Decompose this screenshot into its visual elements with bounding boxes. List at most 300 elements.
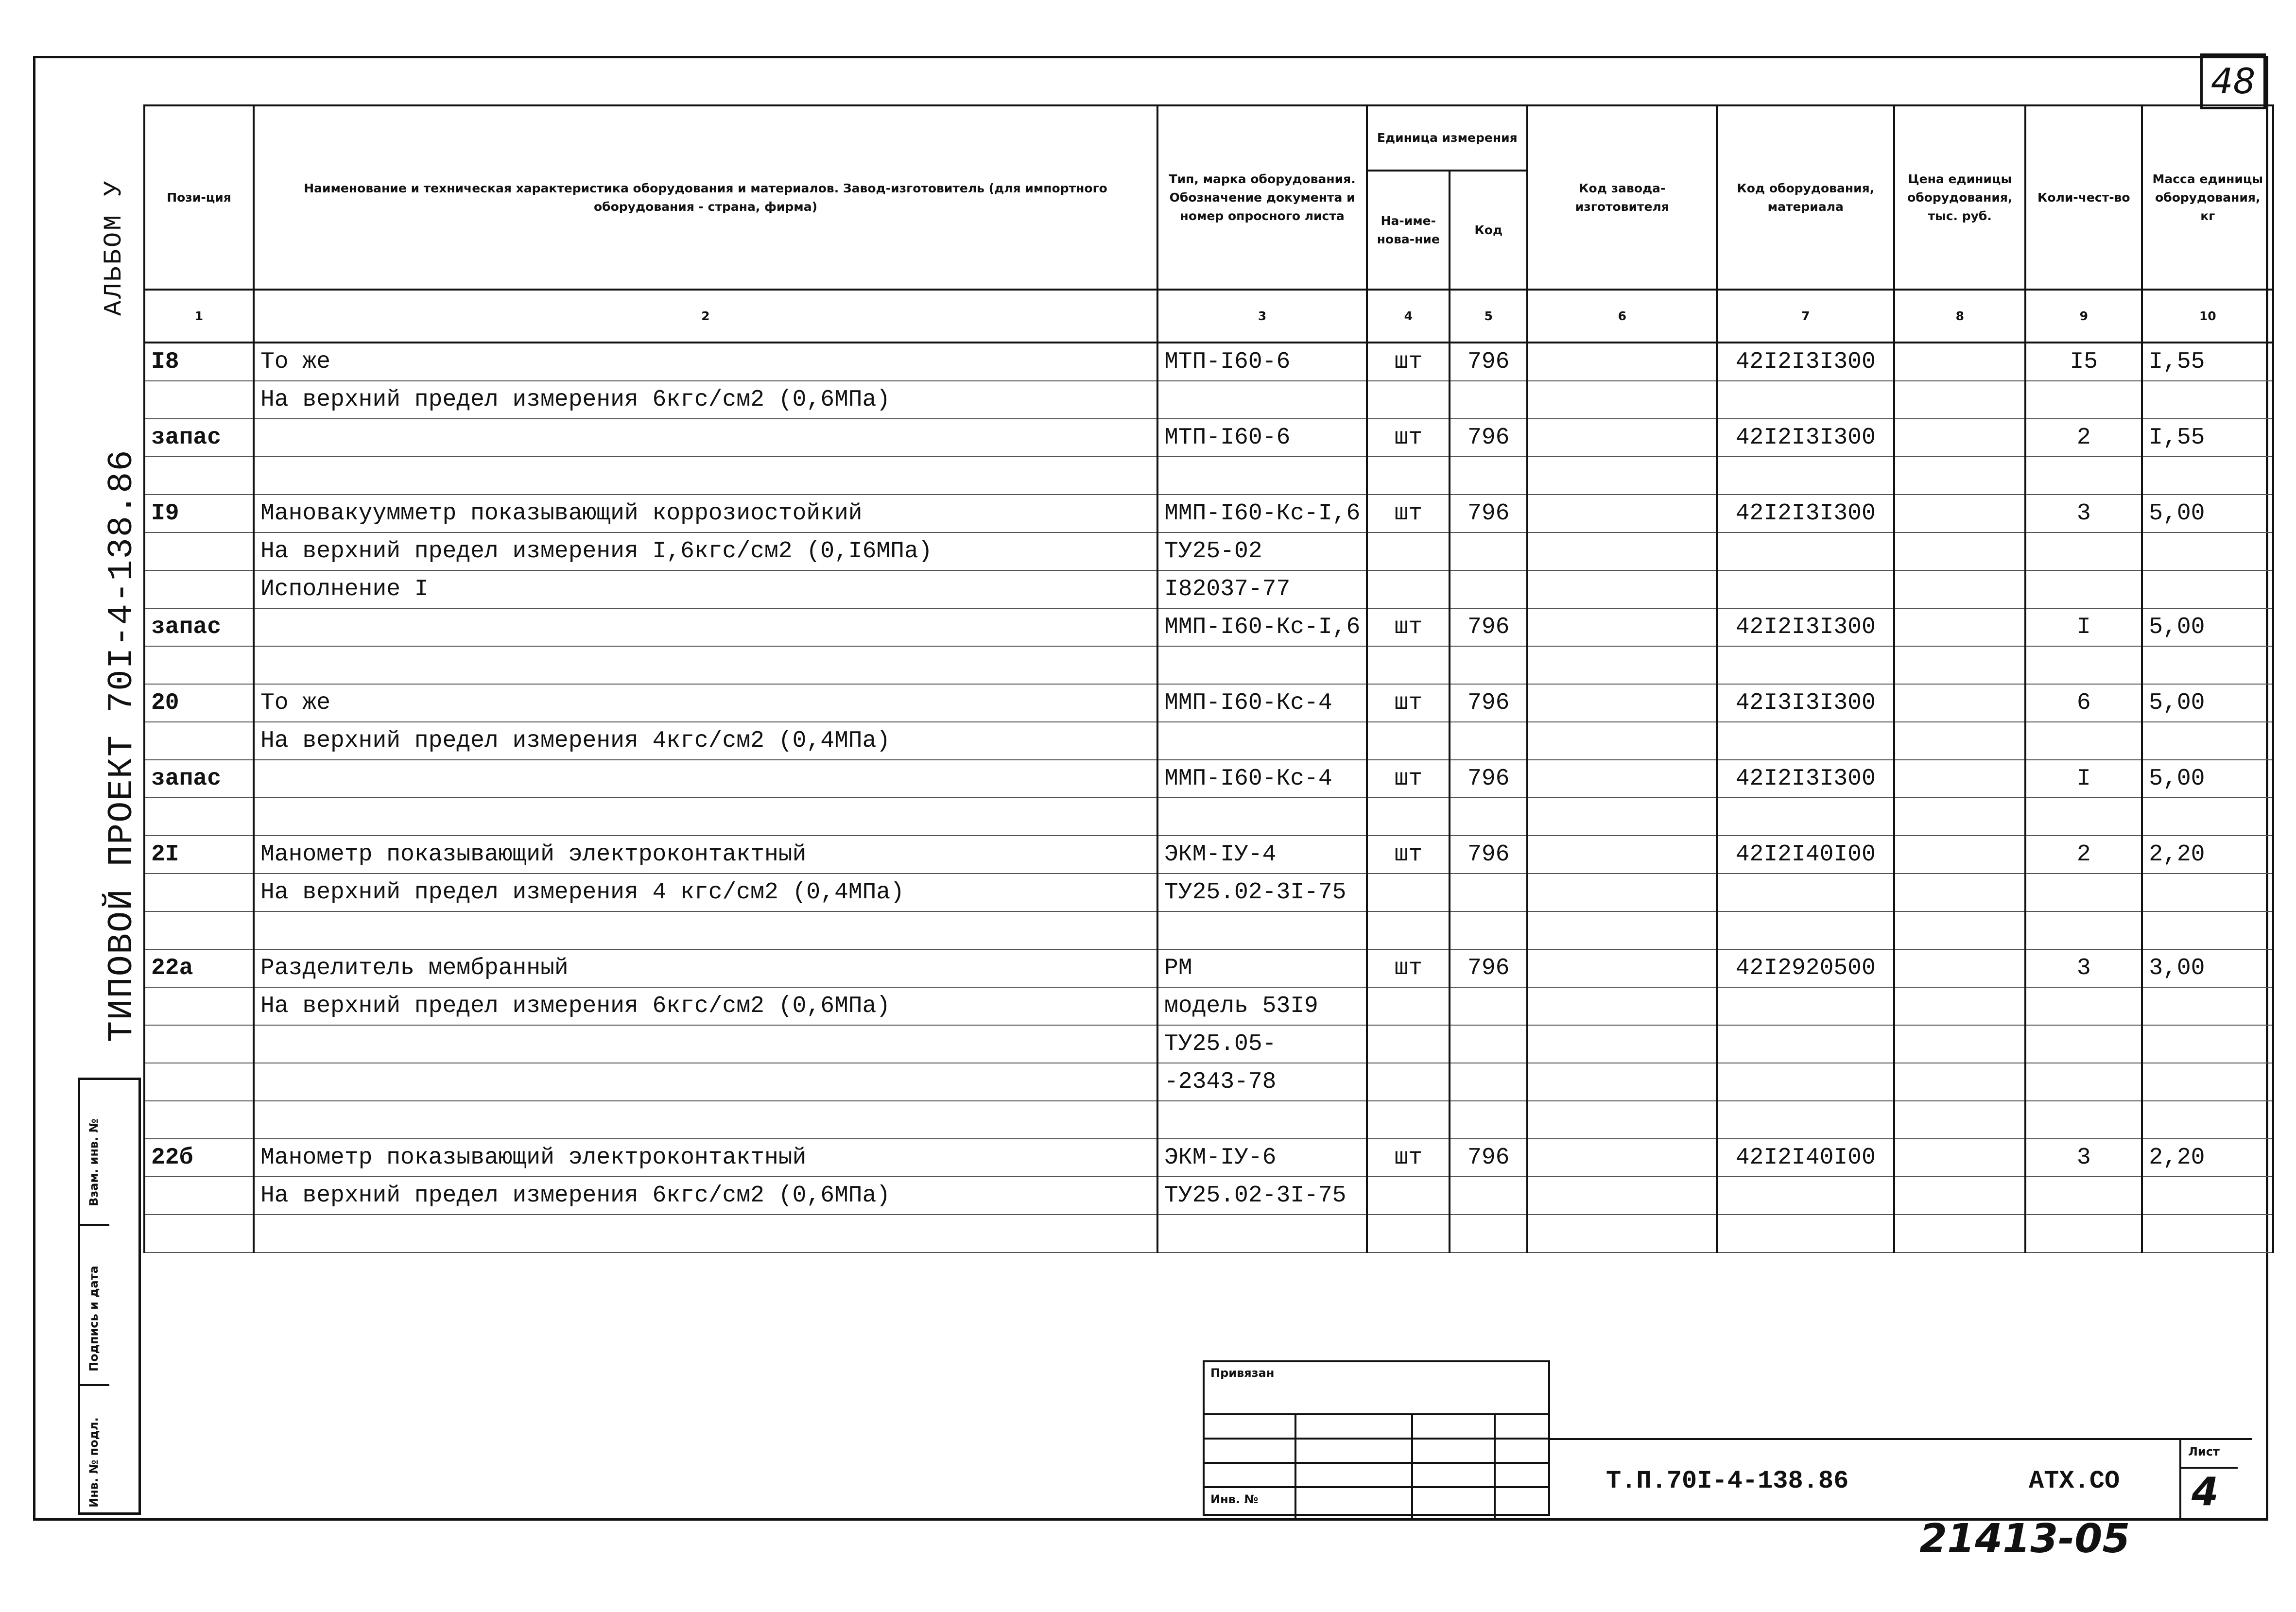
cell-type — [1157, 1101, 1367, 1139]
cell-name — [254, 419, 1157, 457]
cell-quantity — [2025, 1063, 2142, 1101]
cell-type: ТУ25-02 — [1157, 532, 1367, 570]
cell-unit-code — [1450, 722, 1527, 760]
cell-unit-code — [1450, 532, 1527, 570]
cell-unit-code: 796 — [1450, 1139, 1527, 1177]
cell-quantity: 3 — [2025, 1139, 2142, 1177]
cell-equipment-code: 42I2I40I00 — [1717, 1139, 1894, 1177]
cell-mass — [2142, 1063, 2273, 1101]
cell-position — [144, 381, 254, 419]
cell-unit-code: 796 — [1450, 836, 1527, 874]
cell-equipment-code — [1717, 911, 1894, 949]
cell-unit — [1367, 1177, 1450, 1215]
table-row — [144, 1063, 2273, 1101]
album-label: АЛЬБОМ У — [100, 179, 128, 316]
cell-unit: шт — [1367, 343, 1450, 381]
cell-price — [1894, 1025, 2025, 1063]
header-equipment-code: Код оборудования, материала — [1717, 105, 1894, 290]
cell-unit-code — [1450, 1025, 1527, 1063]
cell-equipment-code: 42I2I3I300 — [1717, 760, 1894, 798]
cell-position — [144, 1101, 254, 1139]
cell-unit — [1367, 646, 1450, 684]
cell-equipment-code: 42I2I3I300 — [1717, 419, 1894, 457]
cell-price — [1894, 798, 2025, 836]
cell-price — [1894, 608, 2025, 646]
table-row — [144, 495, 2273, 532]
cell-unit — [1367, 381, 1450, 419]
col-number: 10 — [2142, 290, 2273, 343]
cell-unit — [1367, 532, 1450, 570]
cell-position — [144, 911, 254, 949]
cell-quantity — [2025, 722, 2142, 760]
table-row — [144, 987, 2273, 1025]
table-row — [144, 949, 2273, 987]
cell-position: 2I — [144, 836, 254, 874]
cell-position: 22б — [144, 1139, 254, 1177]
cell-factory-code — [1527, 684, 1717, 722]
cell-price — [1894, 1215, 2025, 1252]
cell-factory-code — [1527, 760, 1717, 798]
cell-price — [1894, 343, 2025, 381]
cell-type — [1157, 722, 1367, 760]
cell-price — [1894, 381, 2025, 419]
cell-unit-code — [1450, 1215, 1527, 1252]
cell-unit — [1367, 457, 1450, 495]
cell-type: -2343-78 — [1157, 1063, 1367, 1101]
cell-factory-code — [1527, 836, 1717, 874]
cell-unit: шт — [1367, 836, 1450, 874]
cell-position — [144, 1025, 254, 1063]
cell-price — [1894, 1177, 2025, 1215]
cell-type: I82037-77 — [1157, 570, 1367, 608]
signature-date-label: Подпись и дата — [87, 1266, 101, 1372]
binding-stamp — [1203, 1360, 1550, 1516]
cell-unit — [1367, 1063, 1450, 1101]
cell-quantity — [2025, 1215, 2142, 1252]
cell-mass: 3,00 — [2142, 949, 2273, 987]
cell-quantity — [2025, 798, 2142, 836]
cell-quantity — [2025, 1025, 2142, 1063]
cell-mass: 2,20 — [2142, 1139, 2273, 1177]
cell-equipment-code — [1717, 646, 1894, 684]
cell-factory-code — [1527, 1139, 1717, 1177]
cell-mass — [2142, 532, 2273, 570]
cell-name: То же — [254, 684, 1157, 722]
cell-equipment-code: 42I2I3I300 — [1717, 608, 1894, 646]
cell-equipment-code — [1717, 1215, 1894, 1252]
cell-name: На верхний предел измерения 6кгс/см2 (0,6МПа) — [254, 381, 1157, 419]
header-unit-name: На-име-нова-ние — [1367, 171, 1450, 290]
cell-factory-code — [1527, 532, 1717, 570]
table-row — [144, 1139, 2273, 1177]
cell-unit-code — [1450, 646, 1527, 684]
cell-equipment-code — [1717, 1025, 1894, 1063]
cell-equipment-code — [1717, 532, 1894, 570]
col-number: 7 — [1717, 290, 1894, 343]
cell-price — [1894, 722, 2025, 760]
cell-equipment-code — [1717, 457, 1894, 495]
cell-type: ТУ25.05- — [1157, 1025, 1367, 1063]
side-stamp-column — [78, 1078, 141, 1515]
cell-unit: шт — [1367, 760, 1450, 798]
cell-quantity: I5 — [2025, 343, 2142, 381]
cell-mass — [2142, 987, 2273, 1025]
table-row — [144, 874, 2273, 911]
cell-quantity: 3 — [2025, 495, 2142, 532]
cell-unit-code: 796 — [1450, 419, 1527, 457]
table-row — [144, 1101, 2273, 1139]
table-row — [144, 760, 2273, 798]
cell-price — [1894, 836, 2025, 874]
cell-unit — [1367, 1101, 1450, 1139]
cell-price — [1894, 532, 2025, 570]
cell-price — [1894, 646, 2025, 684]
cell-factory-code — [1527, 419, 1717, 457]
cell-mass — [2142, 457, 2273, 495]
cell-unit-code — [1450, 381, 1527, 419]
cell-unit: шт — [1367, 608, 1450, 646]
cell-quantity — [2025, 646, 2142, 684]
cell-quantity: I — [2025, 608, 2142, 646]
cell-unit-code — [1450, 911, 1527, 949]
cell-name: Исполнение I — [254, 570, 1157, 608]
cell-mass — [2142, 381, 2273, 419]
specification-table — [143, 104, 2274, 1253]
cell-unit: шт — [1367, 949, 1450, 987]
cell-mass — [2142, 798, 2273, 836]
cell-quantity — [2025, 570, 2142, 608]
header-factory-code: Код завода-изготовителя — [1527, 105, 1717, 290]
cell-factory-code — [1527, 722, 1717, 760]
cell-unit — [1367, 874, 1450, 911]
col-number: 2 — [254, 290, 1157, 343]
cell-mass — [2142, 1101, 2273, 1139]
sheet-number: 4 — [2192, 1469, 2219, 1514]
inv-vzam-label: Взам. инв. № — [87, 1118, 101, 1206]
cell-type: ММП-I60-Кс-I,6 — [1157, 608, 1367, 646]
cell-price — [1894, 760, 2025, 798]
cell-mass: I,55 — [2142, 343, 2273, 381]
cell-equipment-code — [1717, 381, 1894, 419]
document-code: Т.П.70I-4-138.86 — [1606, 1467, 1849, 1495]
cell-type: ММП-I60-Кс-I,6 — [1157, 495, 1367, 532]
cell-mass — [2142, 874, 2273, 911]
cell-factory-code — [1527, 1063, 1717, 1101]
cell-type — [1157, 646, 1367, 684]
cell-equipment-code: 42I2I3I300 — [1717, 343, 1894, 381]
cell-unit-code: 796 — [1450, 949, 1527, 987]
cell-unit — [1367, 1215, 1450, 1252]
cell-price — [1894, 949, 2025, 987]
cell-position: запас — [144, 419, 254, 457]
cell-equipment-code: 42I2920500 — [1717, 949, 1894, 987]
cell-unit — [1367, 722, 1450, 760]
cell-quantity: 2 — [2025, 419, 2142, 457]
cell-position — [144, 798, 254, 836]
cell-mass: 5,00 — [2142, 684, 2273, 722]
cell-equipment-code: 42I2I40I00 — [1717, 836, 1894, 874]
cell-price — [1894, 1139, 2025, 1177]
cell-quantity — [2025, 911, 2142, 949]
cell-type: МТП-I60-6 — [1157, 419, 1367, 457]
cell-position: 20 — [144, 684, 254, 722]
table-row — [144, 457, 2273, 495]
table-row — [144, 911, 2273, 949]
cell-name — [254, 608, 1157, 646]
cell-unit-code: 796 — [1450, 495, 1527, 532]
cell-mass — [2142, 570, 2273, 608]
cell-factory-code — [1527, 1177, 1717, 1215]
cell-factory-code — [1527, 570, 1717, 608]
cell-position — [144, 1215, 254, 1252]
cell-price — [1894, 1101, 2025, 1139]
col-number: 4 — [1367, 290, 1450, 343]
section-code: АТХ.СО — [2029, 1467, 2120, 1495]
title-block — [1548, 1438, 2252, 1518]
table-row — [144, 646, 2273, 684]
cell-position — [144, 874, 254, 911]
cell-unit — [1367, 911, 1450, 949]
sheet-label: Лист — [2188, 1445, 2220, 1458]
cell-factory-code — [1527, 1215, 1717, 1252]
cell-name — [254, 798, 1157, 836]
cell-price — [1894, 457, 2025, 495]
cell-position: запас — [144, 608, 254, 646]
header-unit-group: Единица измерения — [1367, 105, 1527, 171]
cell-unit-code — [1450, 570, 1527, 608]
cell-name: На верхний предел измерения 4 кгс/см2 (0,4МПа) — [254, 874, 1157, 911]
cell-type: ТУ25.02-3I-75 — [1157, 874, 1367, 911]
cell-name — [254, 1215, 1157, 1252]
cell-unit-code: 796 — [1450, 684, 1527, 722]
cell-factory-code — [1527, 381, 1717, 419]
cell-factory-code — [1527, 608, 1717, 646]
cell-type — [1157, 381, 1367, 419]
cell-factory-code — [1527, 457, 1717, 495]
cell-unit — [1367, 987, 1450, 1025]
table-row — [144, 419, 2273, 457]
cell-type: ММП-I60-Кс-4 — [1157, 760, 1367, 798]
header-type: Тип, марка оборудования. Обозначение документа и номер опросного листа — [1157, 105, 1367, 290]
cell-mass: 5,00 — [2142, 608, 2273, 646]
table-row — [144, 684, 2273, 722]
cell-position: 22а — [144, 949, 254, 987]
cell-equipment-code — [1717, 874, 1894, 911]
cell-equipment-code — [1717, 1063, 1894, 1101]
cell-mass: 5,00 — [2142, 495, 2273, 532]
cell-unit-code — [1450, 1063, 1527, 1101]
cell-factory-code — [1527, 911, 1717, 949]
cell-quantity — [2025, 457, 2142, 495]
cell-type: РМ — [1157, 949, 1367, 987]
cell-unit: шт — [1367, 419, 1450, 457]
cell-position — [144, 646, 254, 684]
cell-equipment-code: 42I3I3I300 — [1717, 684, 1894, 722]
cell-name: Манометр показывающий электроконтактный — [254, 1139, 1157, 1177]
cell-factory-code — [1527, 343, 1717, 381]
header-position: Пози-ция — [144, 105, 254, 290]
header-quantity: Коли-чест-во — [2025, 105, 2142, 290]
table-row — [144, 836, 2273, 874]
col-number: 6 — [1527, 290, 1717, 343]
cell-unit-code — [1450, 798, 1527, 836]
cell-mass — [2142, 1215, 2273, 1252]
cell-price — [1894, 495, 2025, 532]
col-number: 9 — [2025, 290, 2142, 343]
cell-equipment-code — [1717, 722, 1894, 760]
cell-mass: 5,00 — [2142, 760, 2273, 798]
cell-type: МТП-I60-6 — [1157, 343, 1367, 381]
cell-equipment-code — [1717, 987, 1894, 1025]
cell-unit-code — [1450, 1101, 1527, 1139]
cell-factory-code — [1527, 987, 1717, 1025]
cell-unit — [1367, 1025, 1450, 1063]
privyazan-label: Привязан — [1210, 1366, 1275, 1380]
cell-unit: шт — [1367, 495, 1450, 532]
inv-no-label: Инв. № — [1210, 1492, 1259, 1506]
cell-type: модель 53I9 — [1157, 987, 1367, 1025]
table-row — [144, 343, 2273, 381]
table-row — [144, 570, 2273, 608]
cell-name: То же — [254, 343, 1157, 381]
cell-type — [1157, 911, 1367, 949]
cell-quantity — [2025, 987, 2142, 1025]
cell-position — [144, 570, 254, 608]
col-number: 5 — [1450, 290, 1527, 343]
cell-unit-code — [1450, 1177, 1527, 1215]
cell-unit-code — [1450, 987, 1527, 1025]
cell-type: ЭКМ-IУ-4 — [1157, 836, 1367, 874]
cell-name: Разделитель мембранный — [254, 949, 1157, 987]
cell-unit-code: 796 — [1450, 760, 1527, 798]
cell-price — [1894, 987, 2025, 1025]
cell-price — [1894, 911, 2025, 949]
cell-position — [144, 987, 254, 1025]
cell-name: На верхний предел измерения I,6кгс/см2 (0,I6МПа) — [254, 532, 1157, 570]
header-mass: Масса единицы оборудования, кг — [2142, 105, 2273, 290]
cell-price — [1894, 570, 2025, 608]
cell-position — [144, 1177, 254, 1215]
cell-factory-code — [1527, 874, 1717, 911]
col-number: 1 — [144, 290, 254, 343]
cell-name — [254, 1025, 1157, 1063]
header-name: Наименование и техническая характеристика оборудования и материалов. Завод-изготовитель (для импортного оборудования - страна, фирма) — [254, 105, 1157, 290]
cell-mass — [2142, 1177, 2273, 1215]
cell-quantity — [2025, 532, 2142, 570]
cell-price — [1894, 1063, 2025, 1101]
cell-quantity — [2025, 1101, 2142, 1139]
table-row — [144, 532, 2273, 570]
cell-unit: шт — [1367, 1139, 1450, 1177]
cell-position — [144, 532, 254, 570]
table-row — [144, 1215, 2273, 1252]
cell-unit-code — [1450, 457, 1527, 495]
table-row — [144, 608, 2273, 646]
cell-type — [1157, 798, 1367, 836]
cell-name — [254, 1101, 1157, 1139]
cell-type: ММП-I60-Кс-4 — [1157, 684, 1367, 722]
table-row — [144, 1177, 2273, 1215]
project-label: ТИПОВОЙ ПРОЕКТ 70I-4-138.86 — [102, 449, 142, 1042]
cell-type: ЭКМ-IУ-6 — [1157, 1139, 1367, 1177]
cell-position — [144, 457, 254, 495]
cell-quantity: 6 — [2025, 684, 2142, 722]
cell-unit — [1367, 570, 1450, 608]
cell-factory-code — [1527, 1025, 1717, 1063]
cell-name: Манометр показывающий электроконтактный — [254, 836, 1157, 874]
table-row — [144, 1025, 2273, 1063]
cell-unit-code: 796 — [1450, 343, 1527, 381]
cell-factory-code — [1527, 1101, 1717, 1139]
cell-equipment-code — [1717, 1177, 1894, 1215]
cell-name — [254, 457, 1157, 495]
cell-factory-code — [1527, 798, 1717, 836]
cell-mass — [2142, 911, 2273, 949]
cell-mass — [2142, 722, 2273, 760]
table-row — [144, 381, 2273, 419]
cell-name: Мановакуумметр показывающий коррозиостойкий — [254, 495, 1157, 532]
cell-unit — [1367, 798, 1450, 836]
col-number: 3 — [1157, 290, 1367, 343]
cell-position — [144, 1063, 254, 1101]
sheet-corner-number: 48 — [2200, 53, 2266, 109]
cell-mass: I,55 — [2142, 419, 2273, 457]
cell-equipment-code — [1717, 1101, 1894, 1139]
cell-name: На верхний предел измерения 4кгс/см2 (0,4МПа) — [254, 722, 1157, 760]
cell-type: ТУ25.02-3I-75 — [1157, 1177, 1367, 1215]
cell-quantity: 2 — [2025, 836, 2142, 874]
cell-equipment-code — [1717, 570, 1894, 608]
cell-factory-code — [1527, 495, 1717, 532]
cell-price — [1894, 419, 2025, 457]
cell-name — [254, 1063, 1157, 1101]
cell-factory-code — [1527, 646, 1717, 684]
cell-unit: шт — [1367, 684, 1450, 722]
cell-quantity — [2025, 874, 2142, 911]
cell-quantity — [2025, 381, 2142, 419]
header-unit-code: Код — [1450, 171, 1527, 290]
cell-name: На верхний предел измерения 6кгс/см2 (0,6МПа) — [254, 987, 1157, 1025]
cell-position: запас — [144, 760, 254, 798]
cell-mass: 2,20 — [2142, 836, 2273, 874]
table-row — [144, 722, 2273, 760]
table-row — [144, 798, 2273, 836]
cell-quantity — [2025, 1177, 2142, 1215]
cell-name — [254, 646, 1157, 684]
col-number: 8 — [1894, 290, 2025, 343]
cell-unit-code — [1450, 874, 1527, 911]
cell-quantity: 3 — [2025, 949, 2142, 987]
cell-equipment-code — [1717, 798, 1894, 836]
cell-equipment-code: 42I2I3I300 — [1717, 495, 1894, 532]
header-price: Цена единицы оборудования, тыс. руб. — [1894, 105, 2025, 290]
cell-mass — [2142, 646, 2273, 684]
cell-name — [254, 760, 1157, 798]
cell-factory-code — [1527, 949, 1717, 987]
cell-name — [254, 911, 1157, 949]
cell-type — [1157, 1215, 1367, 1252]
cell-position: I8 — [144, 343, 254, 381]
cell-quantity: I — [2025, 760, 2142, 798]
cell-position — [144, 722, 254, 760]
cell-unit-code: 796 — [1450, 608, 1527, 646]
inv-podl-label: Инв. № подл. — [87, 1417, 101, 1508]
cell-name: На верхний предел измерения 6кгс/см2 (0,6МПа) — [254, 1177, 1157, 1215]
cell-position: I9 — [144, 495, 254, 532]
cell-price — [1894, 874, 2025, 911]
archive-number: 21413-05 — [1919, 1516, 2130, 1562]
cell-mass — [2142, 1025, 2273, 1063]
